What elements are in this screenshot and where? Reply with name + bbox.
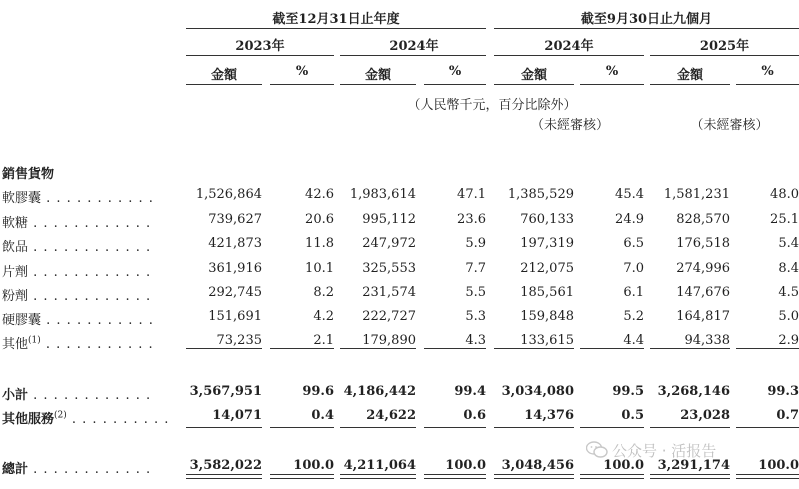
row-label-text: 粉劑 (2, 289, 29, 304)
table-cell: 11.8 (305, 236, 334, 251)
leader-dots: . . . . . . . . . . . (40, 337, 154, 352)
table-cell: 42.6 (305, 187, 334, 202)
services-row-label (2, 408, 169, 427)
sum-rule (186, 348, 262, 349)
section-title: 銷售貨物 (2, 167, 55, 182)
col-pct: % (295, 64, 309, 79)
table-cell: 247,972 (362, 236, 416, 251)
grand-total-rule (270, 474, 334, 479)
table-cell: 1,526,864 (195, 187, 262, 202)
table-cell: 4,211,064 (343, 458, 416, 473)
footnote-marker: (1) (28, 335, 41, 346)
total-rule (580, 427, 644, 428)
table-cell: 159,848 (520, 309, 574, 324)
table-cell: 4.3 (465, 333, 486, 348)
table-cell: 231,574 (362, 285, 416, 300)
table-cell: 133,615 (520, 333, 574, 348)
table-cell: 222,727 (362, 309, 416, 324)
table-cell: 23,028 (680, 408, 730, 423)
table-cell: 5.3 (465, 309, 486, 324)
table-cell: 0.5 (621, 408, 644, 423)
total-rule (650, 427, 730, 428)
row-label-text: 飲品 (2, 240, 29, 255)
table-cell: 4,186,442 (343, 384, 416, 399)
table-cell: 4.5 (778, 285, 799, 300)
table-cell: 179,890 (362, 333, 416, 348)
subtotal-row-label (2, 384, 151, 403)
table-cell: 100.0 (293, 458, 334, 473)
table-cell: 164,817 (676, 309, 730, 324)
col-rule (580, 84, 644, 85)
table-cell: 3,291,174 (657, 458, 730, 473)
table-cell: 100.0 (445, 458, 486, 473)
leader-dots: . . . . . . . . . . . . (28, 240, 152, 255)
table-cell: 24.9 (615, 212, 644, 227)
header-rule (186, 28, 486, 29)
col-amount: 金額 (210, 68, 237, 83)
table-cell: 361,916 (208, 261, 262, 276)
year-2025-9m: 2025年 (699, 39, 750, 54)
year-2024: 2024年 (389, 39, 439, 54)
table-cell: 3,567,951 (189, 384, 262, 399)
row-label-text: 總計 (2, 462, 29, 477)
grand-total-rule (424, 474, 486, 479)
table-cell: 3,582,022 (189, 458, 262, 473)
leader-dots: . . . . . . . . . . . (41, 191, 154, 206)
table-cell: 5.2 (623, 309, 644, 324)
table-cell: 99.3 (767, 384, 799, 399)
table-row-label (2, 333, 154, 352)
table-cell: 99.6 (302, 384, 334, 399)
table-cell: 0.7 (776, 408, 799, 423)
table-cell: 5.5 (465, 285, 486, 300)
table-cell: 20.6 (305, 212, 334, 227)
table-cell: 197,319 (520, 236, 574, 251)
table-cell: 325,553 (362, 261, 416, 276)
sum-rule (270, 348, 334, 349)
table-cell: 5.9 (465, 236, 486, 251)
year-2024-9m: 2024年 (544, 39, 594, 54)
total-rule (186, 427, 262, 428)
total-rule (494, 427, 574, 428)
total-rule (424, 427, 486, 428)
table-row-label (2, 261, 151, 280)
table-cell: 100.0 (603, 458, 644, 473)
year-rule (494, 55, 644, 56)
table-cell: 4.4 (623, 333, 644, 348)
total-rule (340, 427, 416, 428)
table-cell: 23.6 (457, 212, 486, 227)
table-cell: 99.4 (454, 384, 486, 399)
grand-total-rule (580, 474, 644, 479)
table-cell: 94,338 (684, 333, 730, 348)
table-cell: 3,048,456 (501, 458, 574, 473)
row-label-text: 軟膠囊 (2, 191, 42, 206)
table-cell: 212,075 (520, 261, 574, 276)
leader-dots: . . . . . . . . . . . . (28, 216, 152, 231)
footnote-marker: (2) (54, 410, 67, 421)
unaudited-note: （未經審核） (530, 118, 609, 133)
grand-total-rule (340, 474, 416, 479)
table-cell: 25.1 (770, 212, 799, 227)
col-rule (186, 84, 262, 85)
table-row-label (2, 236, 151, 255)
table-cell: 147,676 (676, 285, 730, 300)
leader-dots: . . . . . . . . . . . (41, 313, 154, 328)
table-cell: 1,983,614 (349, 187, 416, 202)
table-cell: 760,133 (520, 212, 574, 227)
table-cell: 7.0 (623, 261, 644, 276)
header-rule (494, 28, 799, 29)
table-cell: 6.1 (623, 285, 644, 300)
table-cell: 99.5 (612, 384, 644, 399)
table-cell: 48.0 (770, 187, 799, 202)
table-cell: 995,112 (362, 212, 416, 227)
table-cell: 7.7 (465, 261, 486, 276)
table-cell: 24,622 (366, 408, 416, 423)
table-cell: 6.5 (623, 236, 644, 251)
total-rule (270, 427, 334, 428)
year-rule (186, 55, 334, 56)
table-cell: 0.4 (311, 408, 334, 423)
col-amount: 金額 (520, 68, 547, 83)
table-cell: 45.4 (615, 187, 644, 202)
table-cell: 1,385,529 (507, 187, 574, 202)
sum-rule (736, 348, 799, 349)
table-cell: 2.9 (778, 333, 799, 348)
col-rule (424, 84, 486, 85)
table-cell: 5.4 (778, 236, 799, 251)
table-cell: 2.1 (313, 333, 334, 348)
table-cell: 0.6 (463, 408, 486, 423)
header-group-annual: 截至12月31日止年度 (272, 12, 400, 27)
leader-dots: . . . . . . . . . . . . (28, 265, 152, 280)
year-rule (340, 55, 486, 56)
table-cell: 8.4 (778, 261, 799, 276)
table-row-label (2, 285, 151, 304)
table-cell: 1,581,231 (663, 187, 730, 202)
leader-dots: . . . . . . . . . . (66, 412, 170, 427)
leader-dots: . . . . . . . . . . . . (28, 388, 152, 403)
leader-dots: . . . . . . . . . . . . (28, 289, 152, 304)
row-label-text: 其他服務 (2, 412, 55, 427)
col-amount: 金額 (676, 68, 703, 83)
table-cell: 828,570 (676, 212, 730, 227)
row-label-text: 其他 (2, 337, 29, 352)
row-label-text: 小計 (2, 388, 29, 403)
grand-total-rule (650, 474, 730, 479)
table-cell: 3,268,146 (657, 384, 730, 399)
sum-rule (494, 348, 574, 349)
sum-rule (580, 348, 644, 349)
table-cell: 73,235 (216, 333, 262, 348)
grand-total-rule (494, 474, 574, 479)
leader-dots: . . . . . . . . . . . . (28, 462, 152, 477)
table-cell: 47.1 (457, 187, 486, 202)
grand-total-rule (186, 474, 262, 479)
unit-note: （人民幣千元，百分比除外） (407, 98, 577, 113)
table-cell: 274,996 (676, 261, 730, 276)
year-2023: 2023年 (235, 39, 285, 54)
table-cell: 185,561 (520, 285, 574, 300)
table-cell: 151,691 (208, 309, 262, 324)
table-cell: 421,873 (208, 236, 262, 251)
wechat-icon (586, 441, 608, 459)
sum-rule (340, 348, 416, 349)
col-amount: 金額 (364, 68, 391, 83)
col-rule (494, 84, 574, 85)
table-cell: 292,745 (208, 285, 262, 300)
watermark-text: 公众号 · 活报告 (612, 442, 717, 460)
col-pct: % (448, 64, 462, 79)
table-cell: 14,071 (212, 408, 262, 423)
row-label-text: 片劑 (2, 265, 29, 280)
table-cell: 10.1 (305, 261, 334, 276)
row-label-text: 軟糖 (2, 216, 29, 231)
header-group-nine-months: 截至9月30日止九個月 (580, 12, 713, 27)
col-rule (340, 84, 416, 85)
table-cell: 100.0 (758, 458, 799, 473)
table-cell: 3,034,080 (501, 384, 574, 399)
unaudited-note: （未經審核） (690, 118, 769, 133)
table-row-label (2, 309, 154, 328)
table-cell: 14,376 (524, 408, 574, 423)
sum-rule (424, 348, 486, 349)
total-rule (736, 427, 799, 428)
year-rule (650, 55, 799, 56)
table-cell: 4.2 (313, 309, 334, 324)
grand-total-rule (736, 474, 799, 479)
table-cell: 739,627 (208, 212, 262, 227)
col-pct: % (605, 64, 619, 79)
col-rule (270, 84, 334, 85)
col-rule (650, 84, 730, 85)
table-row-label (2, 187, 154, 206)
total-row-label (2, 458, 151, 477)
row-label-text: 硬膠囊 (2, 313, 42, 328)
table-cell: 176,518 (676, 236, 730, 251)
table-cell: 5.0 (778, 309, 799, 324)
col-pct: % (761, 64, 774, 79)
table-cell: 8.2 (313, 285, 334, 300)
col-rule (736, 84, 799, 85)
table-row-label (2, 212, 151, 231)
sum-rule (650, 348, 730, 349)
